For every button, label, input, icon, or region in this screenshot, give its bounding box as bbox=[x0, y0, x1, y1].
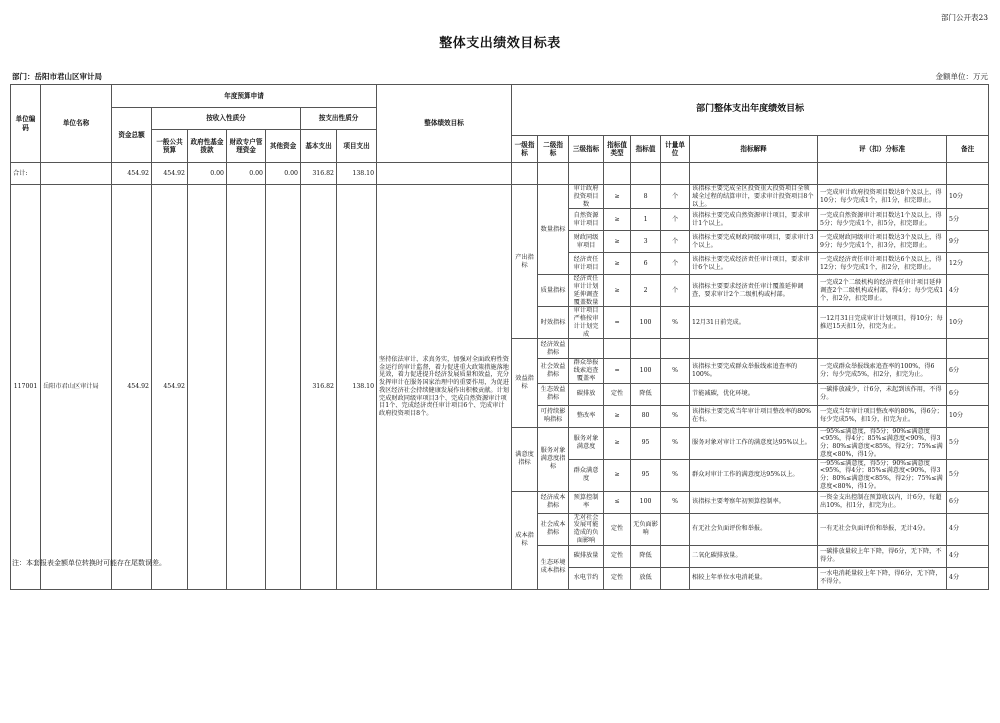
lv2-sustainable: 可持续影响指标 bbox=[538, 405, 569, 427]
lv2-social: 社会效益指标 bbox=[538, 359, 569, 383]
indicator-explanation: 二氧化碳排放量。 bbox=[690, 545, 818, 567]
indicator-remark: 10分 bbox=[947, 185, 989, 209]
header-total-amount: 资金总额 bbox=[112, 108, 152, 163]
total-row bbox=[11, 163, 989, 185]
indicator-name: 预算控制率 bbox=[569, 491, 604, 513]
header-gov-fund: 政府性基金拨款 bbox=[188, 130, 227, 163]
indicator-unit: 个 bbox=[661, 209, 690, 231]
header-unit-code: 单位编码 bbox=[11, 85, 41, 163]
lv2-socialcost: 社会成本指标 bbox=[538, 513, 569, 545]
header-level3: 三级指标 bbox=[569, 136, 604, 163]
indicator-remark bbox=[947, 339, 989, 359]
indicator-value: 100 bbox=[631, 359, 661, 383]
indicator-explanation: 该指标主要考察年初预算控制率。 bbox=[690, 491, 818, 513]
indicator-explanation: 服务对象对审计工作的满意度达95%以上。 bbox=[690, 427, 818, 459]
indicator-unit bbox=[661, 339, 690, 359]
indicator-name: 审计项目严格按审计计划完成 bbox=[569, 307, 604, 339]
indicator-explanation: 有无社会负面评价和举报。 bbox=[690, 513, 818, 545]
indicator-remark: 4分 bbox=[947, 275, 989, 307]
indicator-value: 6 bbox=[631, 253, 661, 275]
indicator-name: 群众举报线索追查覆盖率 bbox=[569, 359, 604, 383]
indicator-unit: 个 bbox=[661, 231, 690, 253]
indicator-value: 2 bbox=[631, 275, 661, 307]
header-dept-goal: 部门整体支出年度绩效目标 bbox=[512, 85, 989, 136]
header-level2: 二级指标 bbox=[538, 136, 569, 163]
lv1-output: 产出指标 bbox=[512, 185, 538, 339]
indicator-value: 降低 bbox=[631, 545, 661, 567]
indicator-explanation: 该指标主要完成自然资源审计项目，要求审计1个以上。 bbox=[690, 209, 818, 231]
unit-basic-expense: 316.82 bbox=[301, 185, 337, 590]
indicator-name: 群众满意度 bbox=[569, 459, 604, 491]
indicator-value: 降低 bbox=[631, 383, 661, 405]
indicator-unit bbox=[661, 513, 690, 545]
indicator-remark: 10分 bbox=[947, 307, 989, 339]
indicator-name: 碳排放 bbox=[569, 383, 604, 405]
header-unit-name: 单位名称 bbox=[41, 85, 112, 163]
indicator-scoring: 一水电消耗量较上年下降，得6分，无下降，不得分。 bbox=[818, 567, 947, 589]
table-number-label: 部门公开表23 bbox=[940, 13, 988, 22]
indicator-scoring: 一资金支出控制在预算收以内，计6分，每超出10%，扣1分，扣完为止。 bbox=[818, 491, 947, 513]
unit-project-expense: 138.10 bbox=[337, 185, 377, 590]
indicator-remark: 5分 bbox=[947, 427, 989, 459]
indicator-type: ≥ bbox=[604, 209, 631, 231]
indicator-scoring: 一完成审计政府投资项目数达8个及以上，得10分；每少完成1个，扣1分，扣完即止。 bbox=[818, 185, 947, 209]
header-special-account: 财政专户管理资金 bbox=[227, 130, 266, 163]
indicator-name bbox=[569, 339, 604, 359]
indicator-unit: % bbox=[661, 405, 690, 427]
header-value-type: 指标值类型 bbox=[604, 136, 631, 163]
indicator-explanation: 12月31日前完成。 bbox=[690, 307, 818, 339]
indicator-unit: % bbox=[661, 307, 690, 339]
indicator-value: 3 bbox=[631, 231, 661, 253]
indicator-name: 碳排放量 bbox=[569, 545, 604, 567]
indicator-type: ≥ bbox=[604, 275, 631, 307]
indicator-unit: 个 bbox=[661, 275, 690, 307]
indicator-scoring: 一碳排放量较上年下降，得6分，无下降，不得分。 bbox=[818, 545, 947, 567]
indicator-scoring: 一95%≤满意度，得5分；90%≤满意度<95%，得4分；85%≤满意度<90%，得3分；80%≤满意度<85%，得2分；75%≤满意度<80%，得1分。 bbox=[818, 427, 947, 459]
lv2-service: 服务对象满意度指标 bbox=[538, 427, 569, 491]
indicator-explanation: 群众对审计工作的满意度达95%以上。 bbox=[690, 459, 818, 491]
indicator-explanation bbox=[690, 339, 818, 359]
indicator-value: 100 bbox=[631, 491, 661, 513]
indicator-explanation: 该指标主要要求经济责任审计覆盖延伸调查，要求审计2个二级机构或村部。 bbox=[690, 275, 818, 307]
indicator-name: 经济责任审计项目 bbox=[569, 253, 604, 275]
header-unit-of-measure: 计量单位 bbox=[661, 136, 690, 163]
indicator-remark: 5分 bbox=[947, 459, 989, 491]
indicator-value: 95 bbox=[631, 427, 661, 459]
lv1-benefit: 效益指标 bbox=[512, 339, 538, 427]
indicator-name: 经济责任审计计划延伸调查覆盖数量 bbox=[569, 275, 604, 307]
lv2-ecological: 生态效益指标 bbox=[538, 383, 569, 405]
indicator-name: 整改率 bbox=[569, 405, 604, 427]
indicator-type: 定性 bbox=[604, 545, 631, 567]
unit-general-budget: 454.92 bbox=[152, 185, 188, 590]
indicator-type: 定性 bbox=[604, 383, 631, 405]
unit-code: 117001 bbox=[11, 185, 41, 590]
indicator-remark: 6分 bbox=[947, 359, 989, 383]
indicator-scoring: 一完成群众举报线索追查率的100%，得6分；每少完成5%，扣2分，扣完为止。 bbox=[818, 359, 947, 383]
indicator-unit bbox=[661, 383, 690, 405]
indicator-remark: 9分 bbox=[947, 231, 989, 253]
lv2-ecocost: 生态环境成本指标 bbox=[538, 545, 569, 589]
indicator-type bbox=[604, 339, 631, 359]
indicator-remark: 4分 bbox=[947, 513, 989, 545]
unit-total-amount: 454.92 bbox=[112, 185, 152, 590]
footnote: 注：本套报表金额单位转换时可能存在尾数误差。 bbox=[12, 559, 166, 567]
indicator-remark: 4分 bbox=[947, 545, 989, 567]
indicator-value: 95 bbox=[631, 459, 661, 491]
indicator-explanation: 该指标主要完成全区投资重大投资项目全领域全过程的结算审计，要求审计投资项目8个以上。 bbox=[690, 185, 818, 209]
lv2-timeliness: 时效指标 bbox=[538, 307, 569, 339]
indicator-value: 无负面影响 bbox=[631, 513, 661, 545]
header-remark: 备注 bbox=[947, 136, 989, 163]
indicator-explanation: 该指标主要完成财政同级审项目，要求审计3个以上。 bbox=[690, 231, 818, 253]
indicator-unit: 个 bbox=[661, 185, 690, 209]
header-level1: 一级指标 bbox=[512, 136, 538, 163]
indicator-type: 定性 bbox=[604, 513, 631, 545]
lv2-quantity: 数量指标 bbox=[538, 185, 569, 275]
indicator-value: 1 bbox=[631, 209, 661, 231]
indicator-type: ≥ bbox=[604, 185, 631, 209]
indicator-scoring: 一完成自然资源审计项目数达1个及以上，得5分；每少完成1个，扣5分，扣完即止。 bbox=[818, 209, 947, 231]
indicator-scoring: 一有无社会负面评价和举报，无计4分。 bbox=[818, 513, 947, 545]
indicator-unit bbox=[661, 545, 690, 567]
indicator-unit: % bbox=[661, 459, 690, 491]
indicator-remark: 6分 bbox=[947, 491, 989, 513]
total-general: 454.92 bbox=[152, 163, 188, 185]
table-row bbox=[11, 185, 989, 209]
indicator-remark: 5分 bbox=[947, 209, 989, 231]
page-title: 整体支出绩效目标表 bbox=[439, 36, 561, 51]
indicator-scoring: 一碳排放减少，计6分，未起到该作用，不得分。 bbox=[818, 383, 947, 405]
indicator-type: ≥ bbox=[604, 427, 631, 459]
indicator-remark: 6分 bbox=[947, 383, 989, 405]
indicator-remark: 10分 bbox=[947, 405, 989, 427]
indicator-explanation: 该指标主要完成经济责任审计项目，要求审计6个以上。 bbox=[690, 253, 818, 275]
indicator-value: 80 bbox=[631, 405, 661, 427]
header-project-expense: 项目支出 bbox=[337, 130, 377, 163]
lv2-quality: 质量指标 bbox=[538, 275, 569, 307]
performance-goal-table bbox=[10, 84, 989, 590]
indicator-name: 自然资源审计项目 bbox=[569, 209, 604, 231]
indicator-type: = bbox=[604, 307, 631, 339]
lv1-cost: 成本指标 bbox=[512, 491, 538, 589]
department-label: 部门：岳阳市君山区审计局 bbox=[12, 72, 102, 81]
total-label: 合计: bbox=[11, 163, 41, 185]
header-other-funds: 其他资金 bbox=[266, 130, 301, 163]
header-general-budget: 一般公共预算 bbox=[152, 130, 188, 163]
indicator-name: 审计政府投资项目数 bbox=[569, 185, 604, 209]
indicator-scoring: 一完成经济责任审计项目数达6个及以上，得12分；每少完成1个，扣2分，扣完即止。 bbox=[818, 253, 947, 275]
indicator-explanation: 该指标主要完成当年审计项目整改率的80%在右。 bbox=[690, 405, 818, 427]
total-govfund: 0.00 bbox=[188, 163, 227, 185]
unit-name: 岳阳市君山区审计局 bbox=[41, 185, 112, 590]
total-project: 138.10 bbox=[337, 163, 377, 185]
lv2-econcost: 经济成本指标 bbox=[538, 491, 569, 513]
indicator-value: 8 bbox=[631, 185, 661, 209]
indicator-unit: 个 bbox=[661, 253, 690, 275]
header-basic-expense: 基本支出 bbox=[301, 130, 337, 163]
indicator-explanation: 相较上年单位水电消耗量。 bbox=[690, 567, 818, 589]
indicator-scoring: 一完成当年审计项目整改率的80%，得6分；每少完成5%，扣1分，扣完为止。 bbox=[818, 405, 947, 427]
indicator-remark: 12分 bbox=[947, 253, 989, 275]
header-overall-goal: 整体绩效目标 bbox=[377, 85, 512, 163]
header-scoring: 评（扣）分标准 bbox=[818, 136, 947, 163]
total-special: 0.00 bbox=[227, 163, 266, 185]
indicator-value: 100 bbox=[631, 307, 661, 339]
total-amount: 454.92 bbox=[112, 163, 152, 185]
header-value: 指标值 bbox=[631, 136, 661, 163]
indicator-scoring: 一完成2个二级机构的经济责任审计项目延伸调查2个二级机构或村部，得4分；每少完成1个，扣2分，扣完即止。 bbox=[818, 275, 947, 307]
indicator-type: ≥ bbox=[604, 459, 631, 491]
indicator-unit: % bbox=[661, 491, 690, 513]
indicator-type: ≥ bbox=[604, 405, 631, 427]
indicator-remark: 4分 bbox=[947, 567, 989, 589]
total-other: 0.00 bbox=[266, 163, 301, 185]
indicator-name: 无对社会发展可能造成的负面影响 bbox=[569, 513, 604, 545]
indicator-value bbox=[631, 339, 661, 359]
indicator-name: 服务对象满意度 bbox=[569, 427, 604, 459]
header-by-expense: 按支出性质分 bbox=[301, 108, 377, 130]
indicator-type: ≤ bbox=[604, 491, 631, 513]
indicator-scoring: 一95%≤满意度，得5分；90%≤满意度<95%，得4分；85%≤满意度<90%，得3分；80%≤满意度<85%，得2分；75%≤满意度<80%，得1分。 bbox=[818, 459, 947, 491]
header-annual-budget: 年度预算申请 bbox=[112, 85, 377, 108]
amount-unit-label: 金额单位：万元 bbox=[935, 72, 988, 81]
indicator-name: 财政同级审项目 bbox=[569, 231, 604, 253]
indicator-type: ≥ bbox=[604, 231, 631, 253]
indicator-unit bbox=[661, 567, 690, 589]
indicator-unit: % bbox=[661, 427, 690, 459]
total-basic: 316.82 bbox=[301, 163, 337, 185]
indicator-type: ≥ bbox=[604, 253, 631, 275]
indicator-scoring: 一12月31日完成审计计划项目，得10分；每推迟15天扣1分，扣完为止。 bbox=[818, 307, 947, 339]
lv2-economic: 经济效益指标 bbox=[538, 339, 569, 359]
lv1-satisfaction: 满意度指标 bbox=[512, 427, 538, 491]
indicator-value: 放低 bbox=[631, 567, 661, 589]
indicator-unit: % bbox=[661, 359, 690, 383]
indicator-explanation: 节能减碳，优化环境。 bbox=[690, 383, 818, 405]
indicator-explanation: 该指标主要完成群众举报线索追查率的100%。 bbox=[690, 359, 818, 383]
indicator-type: 定性 bbox=[604, 567, 631, 589]
indicator-scoring: 一完成财政同级审计项目数达3个及以上，得9分；每少完成1个，扣3分，扣完即止。 bbox=[818, 231, 947, 253]
indicator-scoring bbox=[818, 339, 947, 359]
header-by-source: 按收入性质分 bbox=[152, 108, 301, 130]
header-explanation: 指标解释 bbox=[690, 136, 818, 163]
indicator-name: 水电节约 bbox=[569, 567, 604, 589]
overall-goal-text: 坚持依法审计、求真务实，加强对全面政府性资金运行的审计监督，着力促进重大政策措施落地见效，着力促进提升经济发展质量和效益，充分发挥审计在服务国家治理中的重要作用，为促进我区经济社会持续健康发展作出积极贡献。计划完成财政同级审项目3个、完成自然资源审计项目1个、完成经济责任审计项目6个、完成审计政府投资项目8个。 bbox=[377, 185, 512, 590]
indicator-type: = bbox=[604, 359, 631, 383]
